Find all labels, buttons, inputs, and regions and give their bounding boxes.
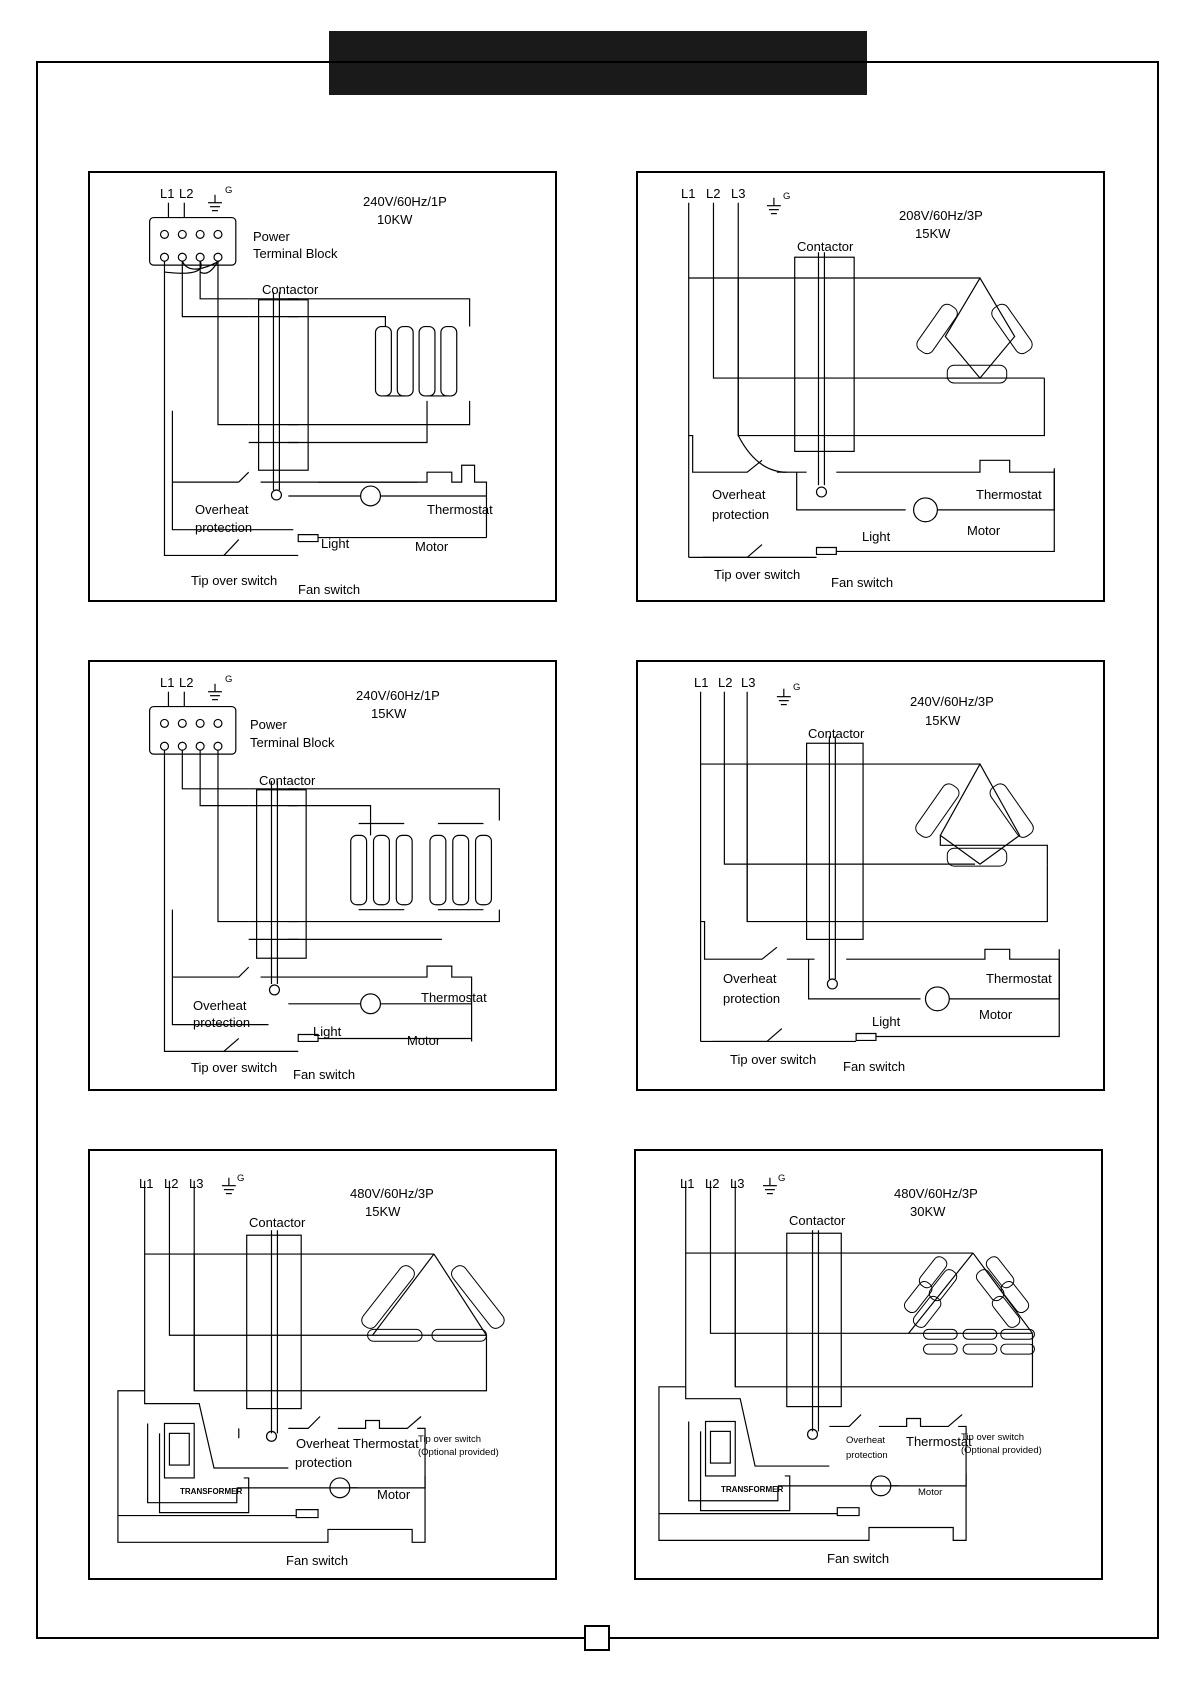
fan-switch-label: Fan switch: [286, 1553, 349, 1568]
ground-symbol-icon: [208, 195, 222, 211]
heating-element-group-2: [419, 327, 457, 396]
power-rating: 15KW: [915, 226, 951, 241]
voltage-spec: 240V/60Hz/1P: [363, 194, 447, 209]
ground-symbol-icon: [777, 689, 791, 705]
voltage-spec: 208V/60Hz/3P: [899, 208, 983, 223]
terminal-g: G: [783, 191, 791, 202]
terminal-l1: L1: [694, 675, 709, 690]
thermostat-label: Thermostat: [427, 502, 493, 517]
terminal-l2: L2: [718, 675, 733, 690]
motor-symbol-icon: [361, 994, 381, 1014]
power-terminal-block: [150, 707, 236, 755]
overheat-label: Overheat: [193, 998, 247, 1013]
terminal-g: G: [778, 1173, 786, 1184]
power-rating: 30KW: [910, 1204, 946, 1219]
terminal-l2: L2: [706, 186, 721, 201]
voltage-spec: 480V/60Hz/3P: [894, 1186, 978, 1201]
wiring-diagram-graphic: [90, 1151, 555, 1578]
ground-symbol-icon: [222, 1178, 236, 1194]
transformer-label: TRANSFORMER: [180, 1487, 243, 1496]
power-block-label-2: Terminal Block: [250, 735, 335, 750]
heating-element-delta: [902, 1254, 1034, 1354]
tip-over-switch-label: Tip over switch: [961, 1432, 1024, 1443]
terminal-l3: L3: [731, 186, 746, 201]
terminal-g: G: [225, 674, 233, 685]
heating-element-delta: [359, 1263, 507, 1341]
thermostat-label: Thermostat: [353, 1436, 419, 1451]
power-block-label-2: Terminal Block: [253, 246, 338, 261]
contactor-label: Contactor: [249, 1215, 306, 1230]
motor-label: Motor: [377, 1487, 411, 1502]
overheat-label: Overheat: [712, 487, 766, 502]
fan-switch-label: Fan switch: [298, 582, 361, 597]
terminal-l3: L3: [741, 675, 756, 690]
ground-symbol-icon: [208, 684, 222, 700]
motor-symbol-icon: [914, 498, 938, 522]
terminal-g: G: [793, 682, 801, 693]
voltage-spec: 240V/60Hz/3P: [910, 694, 994, 709]
tip-over-switch-label: Tip over switch: [714, 567, 801, 582]
wiring-diagram-480v-3p-15kw: [88, 1149, 557, 1580]
wiring-diagram-graphic: [636, 1151, 1101, 1578]
wiring-diagram-240v-1p-15kw: [88, 660, 557, 1091]
terminal-l1: L1: [681, 186, 696, 201]
tip-over-optional-label: (Optional provided): [961, 1445, 1042, 1456]
power-terminal-block: [150, 218, 236, 266]
heating-element-group-1: [376, 327, 414, 396]
terminal-l2: L2: [179, 675, 194, 690]
contactor-box: [259, 300, 309, 470]
wiring-diagram-240v-1p-10kw: [88, 171, 557, 602]
power-rating: 15KW: [371, 706, 407, 721]
power-rating: 10KW: [377, 212, 413, 227]
motor-symbol-icon: [361, 486, 381, 506]
terminal-g: G: [237, 1173, 245, 1184]
tip-over-switch-label: Tip over switch: [191, 1060, 278, 1075]
contactor-label: Contactor: [789, 1213, 846, 1228]
heating-element-group-2: [430, 823, 491, 909]
terminal-l3: L3: [189, 1176, 204, 1191]
overheat-label-2: protection: [712, 507, 770, 522]
light-label: Light: [313, 1024, 342, 1039]
contactor-label: Contactor: [808, 726, 865, 741]
light-label: Light: [872, 1014, 901, 1029]
terminal-g: G: [225, 185, 233, 196]
wiring-diagram-480v-3p-30kw: [634, 1149, 1103, 1580]
overheat-label: Overheat: [296, 1436, 350, 1451]
contactor-label: Contactor: [259, 773, 316, 788]
light-label: Light: [862, 529, 891, 544]
power-block-label: Power: [250, 717, 287, 732]
contactor-box: [787, 1233, 841, 1406]
heating-element-group-1: [351, 823, 412, 909]
overheat-label-2: protection: [723, 991, 781, 1006]
terminal-l1: L1: [160, 675, 175, 690]
wiring-diagram-graphic: [638, 662, 1103, 1089]
contactor-label: Contactor: [797, 239, 854, 254]
thermostat-label: Thermostat: [976, 487, 1042, 502]
page-number-box: [584, 1625, 610, 1651]
voltage-spec: 480V/60Hz/3P: [350, 1186, 434, 1201]
overheat-label: Overheat: [846, 1435, 886, 1446]
light-label: Light: [321, 536, 350, 551]
terminal-l1: L1: [160, 186, 175, 201]
motor-label: Motor: [967, 523, 1001, 538]
overheat-label-2: protection: [195, 520, 253, 535]
fan-switch-label: Fan switch: [831, 575, 894, 590]
terminal-l2: L2: [179, 186, 194, 201]
contactor-label: Contactor: [262, 282, 319, 297]
contactor-box: [257, 790, 307, 958]
overheat-label: Overheat: [195, 502, 249, 517]
tip-over-switch-label: Tip over switch: [418, 1434, 481, 1445]
fan-switch-label: Fan switch: [293, 1067, 356, 1082]
ground-symbol-icon: [763, 1178, 777, 1194]
fan-switch-label: Fan switch: [843, 1059, 906, 1074]
motor-label: Motor: [407, 1033, 441, 1048]
wiring-diagram-240v-3p-15kw: [636, 660, 1105, 1091]
motor-label: Motor: [979, 1007, 1013, 1022]
voltage-spec: 240V/60Hz/1P: [356, 688, 440, 703]
wiring-diagram-208v-3p-15kw: [636, 171, 1105, 602]
power-rating: 15KW: [925, 713, 961, 728]
overheat-label: Overheat: [723, 971, 777, 986]
thermostat-label: Thermostat: [986, 971, 1052, 986]
ground-symbol-icon: [767, 198, 781, 214]
fan-switch-label: Fan switch: [827, 1551, 890, 1566]
terminal-l3: L3: [730, 1176, 745, 1191]
overheat-label-2: protection: [295, 1455, 353, 1470]
terminal-l2: L2: [705, 1176, 720, 1191]
tip-over-switch-label: Tip over switch: [730, 1052, 817, 1067]
terminal-l1: L1: [139, 1176, 154, 1191]
heating-element-delta: [913, 781, 1036, 866]
thermostat-label: Thermostat: [421, 990, 487, 1005]
overheat-label-2: protection: [193, 1015, 251, 1030]
power-block-label: Power: [253, 229, 290, 244]
terminal-l2: L2: [164, 1176, 179, 1191]
contactor-box: [247, 1235, 301, 1408]
tip-over-switch-label: Tip over switch: [191, 573, 278, 588]
overheat-label-2: protection: [846, 1450, 888, 1461]
motor-label: Motor: [918, 1487, 943, 1498]
transformer-label: TRANSFORMER: [721, 1485, 784, 1494]
power-rating: 15KW: [365, 1204, 401, 1219]
tip-over-optional-label: (Optional provided): [418, 1447, 499, 1458]
terminal-l1: L1: [680, 1176, 695, 1191]
motor-symbol-icon: [925, 987, 949, 1011]
thermostat-label: Thermostat: [906, 1434, 972, 1449]
motor-label: Motor: [415, 539, 449, 554]
